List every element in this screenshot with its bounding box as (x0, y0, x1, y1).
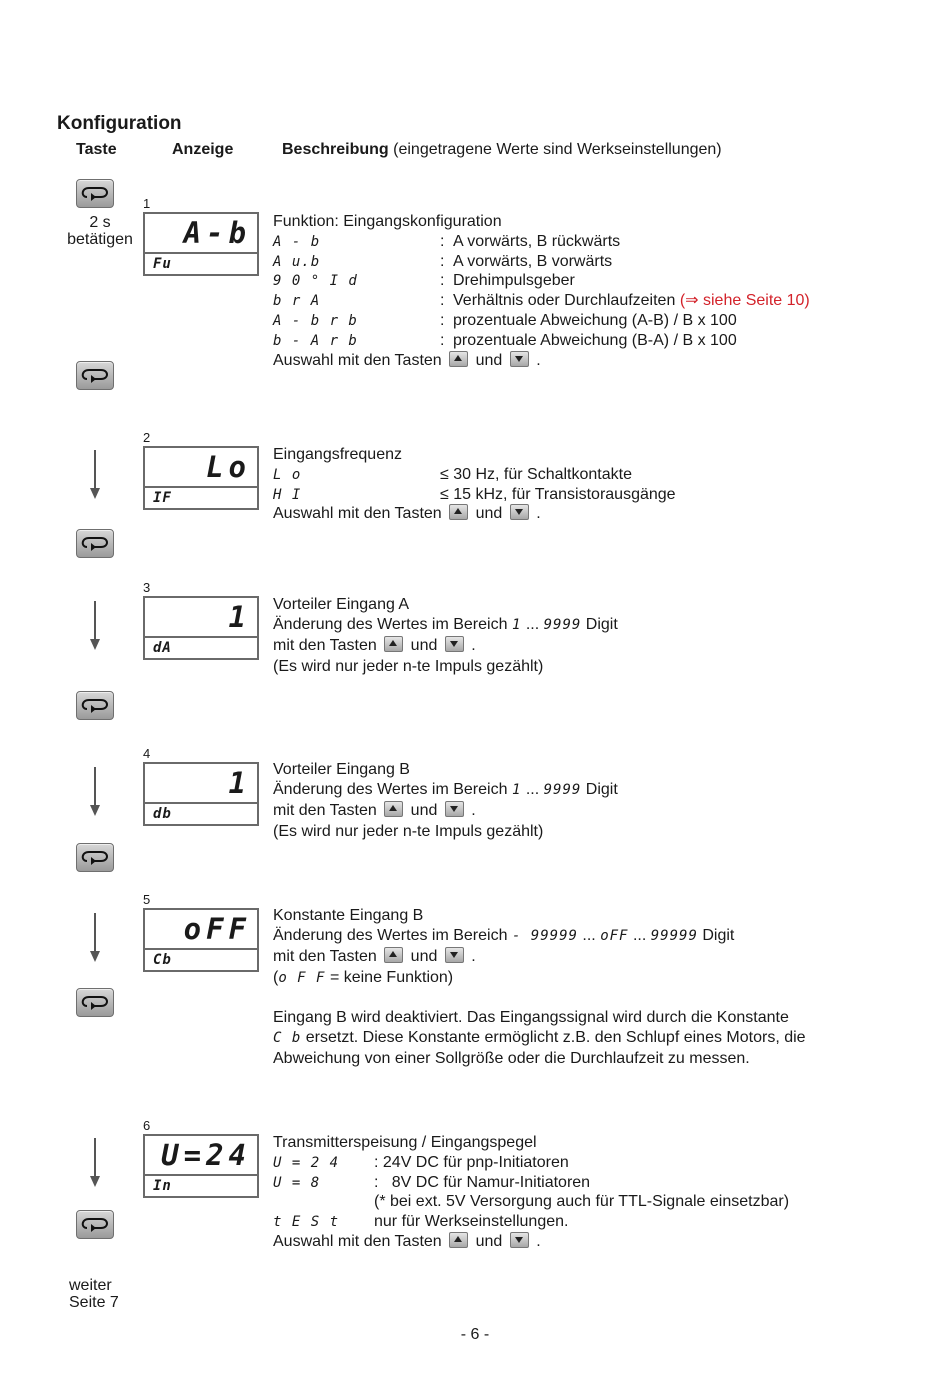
arrow-down-icon (89, 767, 101, 817)
enter-key-button[interactable] (76, 691, 114, 720)
step-heading: Vorteiler Eingang A (273, 596, 410, 613)
down-key-icon (510, 504, 529, 520)
loop-arrow-icon (77, 989, 113, 1016)
step-number: 6 (143, 1118, 151, 1133)
step-heading: Funktion: Eingangskonfiguration (273, 213, 502, 230)
arrow-down-icon (89, 601, 101, 651)
display-main-value: 1 (228, 766, 251, 800)
up-key-icon (384, 636, 403, 652)
hold-label: 2 s betätigen (67, 214, 133, 248)
up-key-icon (384, 947, 403, 963)
step-heading: Eingangsfrequenz (273, 446, 402, 463)
enter-key-button[interactable] (76, 179, 114, 208)
down-key-icon (445, 801, 464, 817)
display-main-value: 1 (228, 600, 251, 634)
page-title: Konfiguration (57, 113, 182, 134)
loop-arrow-icon (77, 530, 113, 557)
step-1-description: Funktion: Eingangskonfiguration A - b : A vorwärts, B rückwärts A u.b : A vorwärts, B vorwärts 9 0 ° I d : Drehimpulsgeber b r A : Verhältnis oder Durchlaufzeiten (⇒ siehe Seite 10) A - b r b : prozentuale Abweichung (A-B) / B x 100 b - A r b : prozentuale Abweichung (B-A) / B x 100 Auswahl mit den Tasten und . (273, 213, 810, 369)
step-number: 2 (143, 430, 151, 445)
step-3-description: Vorteiler Eingang A Änderung des Wertes im Bereich 1 ... 9999 Digit mit den Tasten und . (Es wird nur jeder n-te Impuls gezählt) (273, 596, 618, 676)
enter-key-button[interactable] (76, 843, 114, 872)
loop-arrow-icon (77, 362, 113, 389)
down-key-icon (510, 351, 529, 367)
up-key-icon (449, 504, 468, 520)
display-parameter: Fu (153, 256, 172, 272)
column-header-taste: Taste (76, 141, 117, 158)
display-step-3 (143, 596, 259, 660)
display-step-4 (143, 762, 259, 826)
display-parameter: db (153, 806, 172, 822)
display-main-value: Lo (206, 450, 251, 484)
display-step-6 (143, 1134, 259, 1198)
display-step-5 (143, 908, 259, 972)
display-main-value: A-b (183, 216, 251, 250)
down-key-icon (445, 947, 464, 963)
display-parameter: IF (153, 490, 172, 506)
enter-key-button[interactable] (76, 529, 114, 558)
display-parameter: Cb (153, 952, 172, 968)
enter-key-button[interactable] (76, 988, 114, 1017)
up-key-icon (384, 801, 403, 817)
step-number: 4 (143, 746, 151, 761)
arrow-down-icon (89, 1138, 101, 1188)
page-number: - 6 - (460, 1326, 490, 1343)
step-number: 5 (143, 892, 151, 907)
arrow-down-icon (89, 913, 101, 963)
loop-arrow-icon (77, 1211, 113, 1238)
loop-arrow-icon (77, 844, 113, 871)
step-heading: Vorteiler Eingang B (273, 761, 410, 778)
step-number: 3 (143, 580, 151, 595)
step-heading: Transmitterspeisung / Eingangspegel (273, 1134, 537, 1151)
display-main-value: oFF (183, 912, 251, 946)
column-header-anzeige: Anzeige (172, 141, 234, 158)
step-5-description: Konstante Eingang B Änderung des Wertes im Bereich - 99999 ... oFF ... 99999 Digit mit den Tasten und . (o F F = keine Funktion) Eingang B wird deaktiviert. Das Eingangssignal wird durch die Konstante C b ersetzt. Diese Konstante ermöglicht z.B. den Schlupf eines Motors, die Abweichung von einer Sollgröße oder die Durchlaufzeit zu messen. (273, 907, 806, 1067)
column-header-beschreibung: Beschreibung (eingetragene Werte sind Werkseinstellungen) (282, 141, 722, 158)
loop-arrow-icon (77, 180, 113, 207)
enter-key-button[interactable] (76, 361, 114, 390)
next-page-note: weiter Seite 7 (69, 1277, 119, 1311)
step-2-description: Eingangsfrequenz L o ≤ 30 Hz, für Schaltkontakte H I ≤ 15 kHz, für Transistorausgänge Auswahl mit den Tasten und . (273, 446, 676, 523)
down-key-icon (510, 1232, 529, 1248)
page-reference-link[interactable]: (⇒ siehe Seite 10) (679, 292, 810, 310)
display-step-2 (143, 446, 259, 510)
display-main-value: U=24 (161, 1138, 251, 1172)
display-parameter: dA (153, 640, 172, 656)
step-number: 1 (143, 196, 151, 211)
display-parameter: In (153, 1178, 172, 1194)
loop-arrow-icon (77, 692, 113, 719)
up-key-icon (449, 1232, 468, 1248)
step-6-description: Transmitterspeisung / Eingangspegel U = 2 4 : 24V DC für pnp-Initiatoren U = 8 : 8V DC für Namur-Initiatoren (* bei ext. 5V Versorgung auch für TTL-Signale einsetzbar) t E S t nur für Werkseinstellungen. Auswahl mit den Tasten und . (273, 1134, 790, 1250)
down-key-icon (445, 636, 464, 652)
step-4-description: Vorteiler Eingang B Änderung des Wertes im Bereich 1 ... 9999 Digit mit den Tasten und . (Es wird nur jeder n-te Impuls gezählt) (273, 761, 618, 841)
up-key-icon (449, 351, 468, 367)
arrow-down-icon (89, 450, 101, 500)
enter-key-button[interactable] (76, 1210, 114, 1239)
step-heading: Konstante Eingang B (273, 907, 424, 924)
display-step-1 (143, 212, 259, 276)
